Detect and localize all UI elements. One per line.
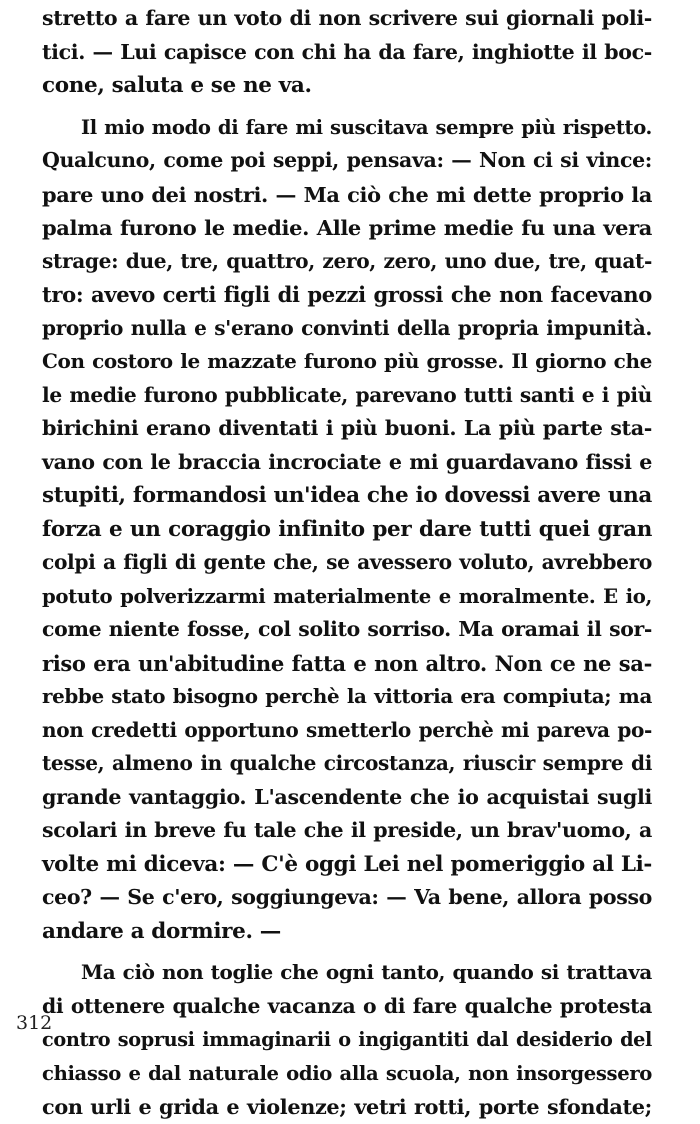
text-line: con urli e grida e violenze; vetri rotti, porte sfondate; bbox=[42, 1094, 652, 1119]
text-line: come niente fosse, col solito sorriso. Ma oramai il sor- bbox=[42, 617, 652, 641]
text-line: le medie furono pubblicate, parevano tutti santi e i più bbox=[42, 382, 652, 407]
text-line: pare uno dei nostri. — Ma ciò che mi dette proprio la bbox=[42, 181, 652, 207]
text-line: proprio nulla e s'erano convinti della propria impunità. bbox=[42, 315, 652, 340]
text-line: vano con le braccia incrociate e mi guardavano fissi e bbox=[42, 449, 652, 474]
text-line: Qualcuno, come poi seppi, pensava: — Non ci si vince: bbox=[42, 148, 652, 172]
text-line: birichini erano diventati i più buoni. La più parte sta- bbox=[42, 416, 652, 440]
text-line: stretto a fare un voto di non scrivere sui giornali poli- bbox=[42, 6, 652, 30]
paragraph-gap bbox=[42, 948, 652, 956]
text-line: andare a dormire. — bbox=[42, 918, 281, 944]
text-line: forza e un coraggio infinito per dare tutti quei gran bbox=[42, 516, 652, 542]
page-number: 312 bbox=[16, 1012, 53, 1034]
body-text bbox=[42, 2, 652, 1124]
text-line: di ottenere qualche vacanza o di fare qualche protesta bbox=[42, 993, 652, 1018]
text-line: contro soprusi immaginarii o ingigantiti dal desiderio del bbox=[42, 1028, 652, 1051]
text-line: scolari in breve fu tale che il preside, un brav'uomo, a bbox=[42, 818, 652, 842]
text-line: rebbe stato bisogno perchè la vittoria era compiuta; ma bbox=[42, 684, 652, 708]
text-line: colpi a figli di gente che, se avessero voluto, avrebbero bbox=[42, 550, 652, 574]
text-line: tesse, almeno in qualche circostanza, riuscir sempre di bbox=[42, 751, 652, 775]
text-line: riso era un'abitudine fatta e non altro. Non ce ne sa- bbox=[42, 650, 652, 676]
text-line: strage: due, tre, quattro, zero, zero, uno due, tre, quat- bbox=[42, 248, 652, 273]
text-line: ceo? — Se c'ero, soggiungeva: — Va bene, allora posso bbox=[42, 885, 652, 909]
text-line: grande vantaggio. L'ascendente che io acquistai sugli bbox=[42, 784, 652, 809]
paragraph-gap bbox=[42, 103, 652, 111]
text-line: chiasso e dal naturale odio alla scuola, non insorgessero bbox=[42, 1061, 652, 1085]
text-line: tro: avevo certi figli di pezzi grossi che non facevano bbox=[42, 282, 652, 307]
text-line: Il mio modo di fare mi suscitava sempre più rispetto. bbox=[81, 115, 652, 139]
text-line: potuto polverizzarmi materialmente e moralmente. E io, bbox=[42, 584, 652, 608]
text-line: Ma ciò non toglie che ogni tanto, quando si trattava bbox=[81, 960, 652, 984]
text-line: tici. — Lui capisce con chi ha da fare, inghiotte il boc- bbox=[42, 39, 652, 64]
text-line: cone, saluta e se ne va. bbox=[42, 73, 312, 98]
text-line: non credetti opportuno smetterlo perchè mi pareva po- bbox=[42, 717, 652, 742]
text-line: volte mi diceva: — C'è oggi Lei nel pomeriggio al Li- bbox=[42, 851, 652, 877]
text-line: stupiti, formandosi un'idea che io dovessi avere una bbox=[42, 483, 652, 508]
text-line: Con costoro le mazzate furono più grosse. Il giorno che bbox=[42, 349, 652, 373]
text-line: palma furono le medie. Alle prime medie fu una vera bbox=[42, 215, 652, 240]
